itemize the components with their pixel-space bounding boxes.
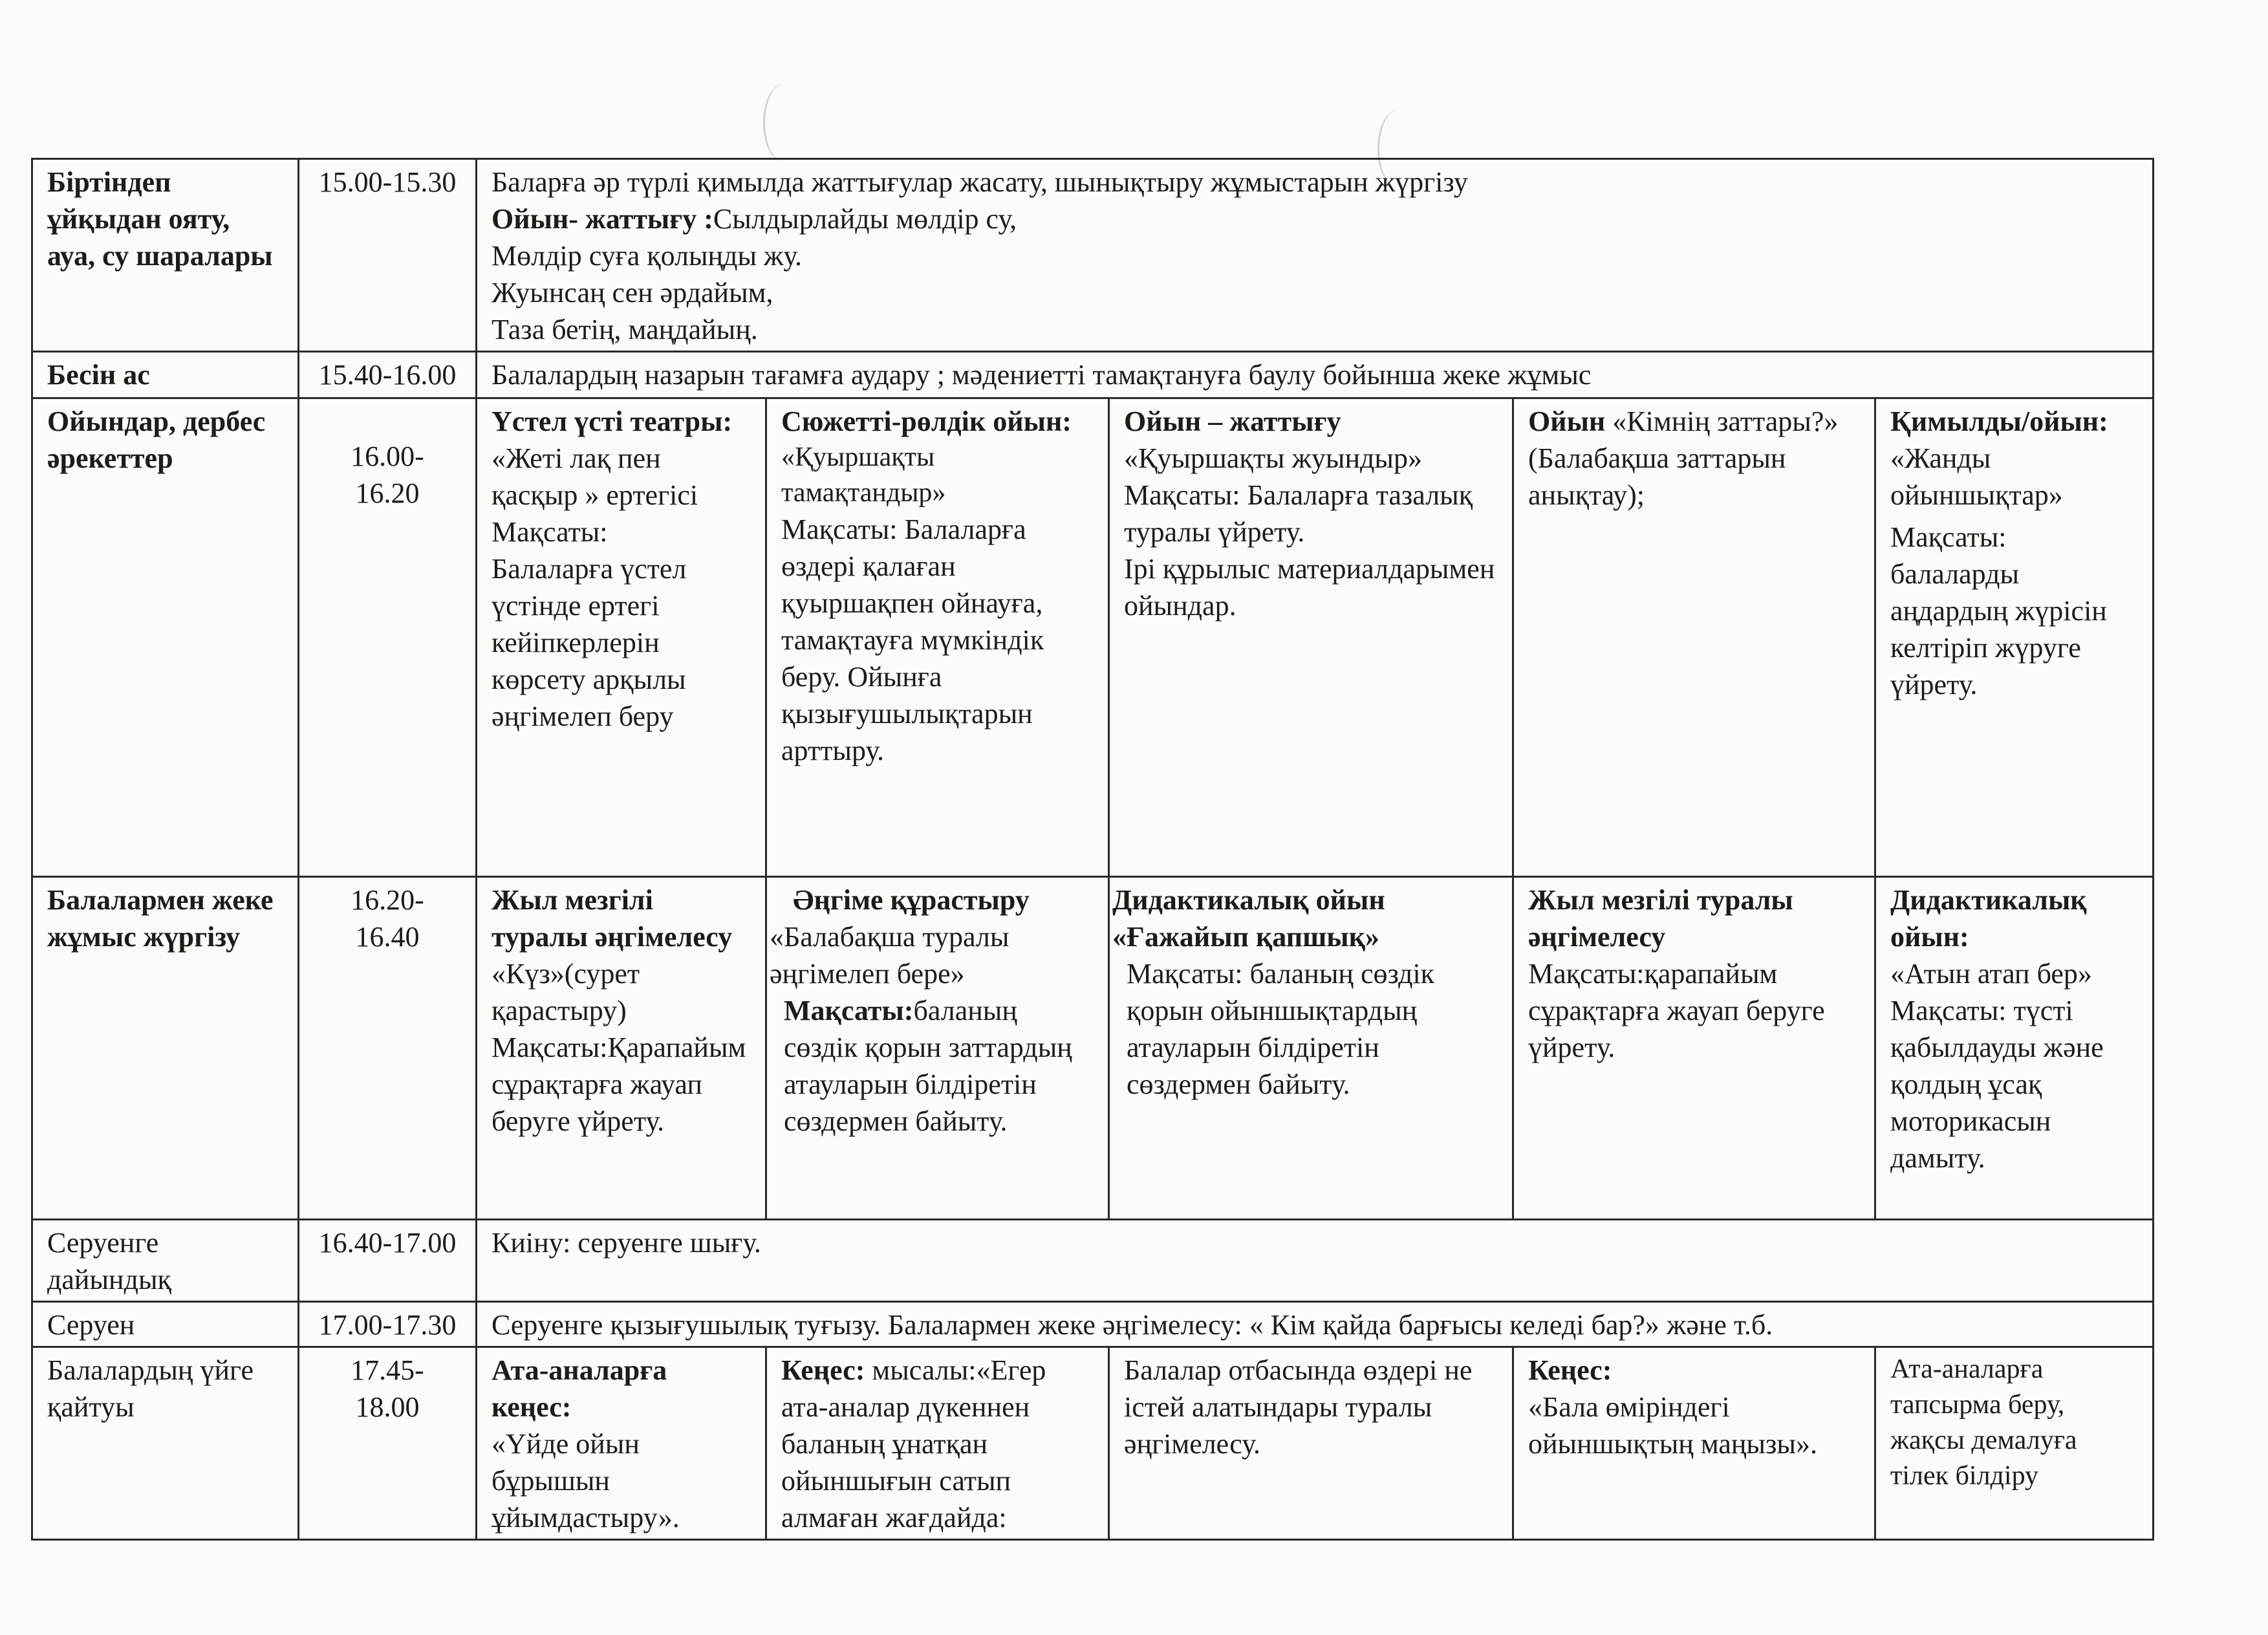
row-time: 16.00- 16.20 — [299, 398, 477, 877]
row-content: Балалардың назарын тағамға аудару ; мәдениетті тамақтануға баулу бойынша жеке жұмыс — [477, 352, 2154, 398]
cell-title: Жыл мезгілі туралы әңгімелесу — [491, 884, 733, 953]
cell-text-block — [770, 992, 1094, 1140]
cell-title: Үстел үсті театры: — [491, 406, 733, 437]
cell-title: Әңгіме құрастыру — [793, 884, 1030, 916]
cell-text: баланың сөздік қорын заттардың атауларын білдіретін сөздермен байыту. — [784, 995, 1072, 1137]
cell-title: Кеңес: — [1528, 1354, 1612, 1386]
row-content: Киіну: серуенге шығу. — [477, 1220, 2154, 1302]
cell-title: Жыл мезгілі туралы әңгімелесу — [1528, 884, 1793, 953]
cell-text: «Бала өміріндегі ойыншықтың маңызы». — [1528, 1391, 1817, 1460]
game-title: Ойын- жаттығу : — [491, 203, 713, 235]
cell-subtitle: «Қуыршақты тамақтандыр» — [781, 442, 946, 508]
verse-line: Таза бетің, маңдайың. — [491, 314, 758, 345]
activity-text: Баларға әр түрлі қимылда жаттығулар жасату, шынықтыру жұмыстарын жүргізу — [491, 166, 1468, 198]
cell-text: «Күз»(сурет қарастыру) Мақсаты:Қарапайым сұрақтарға жауап беруге үйрету. — [491, 958, 746, 1137]
row-walk-prep — [32, 1220, 2154, 1302]
cell-individual-5 — [1875, 877, 2154, 1220]
cell-text: мысалы:«Егер ата-аналар дүкеннен баланың ұнатқан ойыншығын сатып алмаған жағдайда: — [781, 1354, 1046, 1533]
cell-title: Дидактикалық ойын: — [1890, 884, 2087, 953]
row-games — [32, 398, 2154, 877]
verse-line: Жуынсаң сен әрдайым, — [491, 277, 773, 309]
row-label: Біртіндеп ұйқыдан ояту, ауа, су шаралары — [32, 159, 299, 352]
cell-title: Қимылды/ойын: — [1890, 406, 2108, 437]
row-time: 17.45- 18.00 — [299, 1347, 477, 1540]
verse-first-line: Сылдырлайды мөлдір су, — [713, 203, 1017, 235]
cell-games-1 — [477, 398, 766, 877]
row-time: 15.40-16.00 — [299, 352, 477, 398]
row-label: Бесін ас — [32, 352, 299, 398]
cell-games-4 — [1513, 398, 1875, 877]
cell-text: «Атын атап бер» Мақсаты: түсті қабылдауды және қолдың ұсақ моторикасын дамыту. — [1890, 958, 2104, 1174]
game-line — [491, 200, 2138, 237]
row-individual-work — [32, 877, 2154, 1220]
cell-home-2 — [766, 1347, 1109, 1540]
row-label: Ойындар, дербес әрекеттер — [32, 398, 299, 877]
cell-individual-2 — [766, 877, 1109, 1220]
cell-text: «Жеті лақ пен қасқыр » ертегісі Мақсаты: Балаларға үстел үстінде ертегі кейіпкерлерін көрсету арқылы әңгімелеп беру — [491, 442, 698, 732]
row-time: 15.00-15.30 — [299, 159, 477, 352]
cell-text: «Қуыршақты жуындыр» Мақсаты: Балаларға тазалық туралы үйрету. Ірі құрылыс материалдарымен ойындар. — [1124, 442, 1495, 622]
row-time: 16.20- 16.40 — [299, 877, 477, 1220]
cell-text: «Үйде ойын бұрышын ұйымдастыру». — [491, 1428, 680, 1533]
row-label: Балалармен жеке жұмыс жүргізу — [32, 877, 299, 1220]
cell-subtitle: «Балабақша туралы әңгімелеп бере» — [770, 921, 1010, 990]
cell-title: Ата-аналарға кеңес: — [491, 1354, 667, 1423]
cell-games-5 — [1875, 398, 2154, 877]
cell-title: Дидактикалық ойын «Ғажайып қапшық» — [1112, 884, 1385, 953]
row-walk — [32, 1302, 2154, 1347]
cell-text: Мақсаты: баланың сөздік қорын ойыншықтардың атауларын білдіретін сөздермен байыту. — [1127, 958, 1435, 1100]
row-wake-up — [32, 159, 2154, 352]
row-time: 16.40-17.00 — [299, 1220, 477, 1302]
cell-games-2 — [766, 398, 1109, 877]
row-time: 17.00-17.30 — [299, 1302, 477, 1347]
cell-individual-1 — [477, 877, 766, 1220]
cell-games-3 — [1109, 398, 1513, 877]
row-content — [477, 159, 2154, 352]
cell-text: Мақсаты: Балаларға өздері қалаған қуыршақпен ойнауға, тамақтауға мүмкіндік беру. Ойынға қызығушылықтарын арттыру. — [781, 514, 1044, 766]
row-content: Серуенге қызығушылық туғызу. Балалармен жеке әңгімелесу: « Кім қайда барғысы келеді бар?» және т.б. — [477, 1302, 2154, 1347]
cell-title: Ойын – жаттығу — [1124, 406, 1341, 437]
daily-plan-table — [31, 158, 2154, 1541]
cell-title: Ойын — [1528, 406, 1606, 437]
cell-text: Ата-аналарға тапсырма беру, жақсы демалуға тілек білдіру — [1890, 1354, 2077, 1491]
cell-individual-3 — [1109, 877, 1513, 1220]
cell-text: Балалар отбасында өздері не істей алатындары туралы әңгімелесу. — [1124, 1354, 1473, 1460]
row-label: Серуен — [32, 1302, 299, 1347]
cell-home-4 — [1513, 1347, 1875, 1540]
row-label: Серуенге дайындық — [32, 1220, 299, 1302]
binder-hole-left — [763, 84, 804, 162]
verse-line: Мөлдір суға қолыңды жу. — [491, 240, 803, 272]
cell-home-1 — [477, 1347, 766, 1540]
cell-text: Мақсаты:қарапайым сұрақтарға жауап беруге үйрету. — [1528, 958, 1825, 1063]
row-snack — [32, 352, 2154, 398]
row-label: Балалардың үйге қайтуы — [32, 1347, 299, 1540]
cell-goal: Мақсаты: балаларды аңдардың жүрісін келтіріп жүруге үйрету. — [1890, 521, 2107, 700]
cell-home-3 — [1109, 1347, 1513, 1540]
goal-title: Мақсаты: — [784, 995, 914, 1026]
cell-text: «Жанды ойыншықтар» — [1890, 442, 2063, 511]
cell-title: Сюжетті-рөлдік ойын: — [781, 406, 1072, 437]
cell-home-5 — [1875, 1347, 2154, 1540]
cell-individual-4 — [1513, 877, 1875, 1220]
cell-title: Кеңес: — [781, 1354, 865, 1386]
cell-text: «Кімнің заттары?» (Балабақша заттарын анықтау); — [1528, 406, 1839, 511]
row-going-home — [32, 1347, 2154, 1540]
